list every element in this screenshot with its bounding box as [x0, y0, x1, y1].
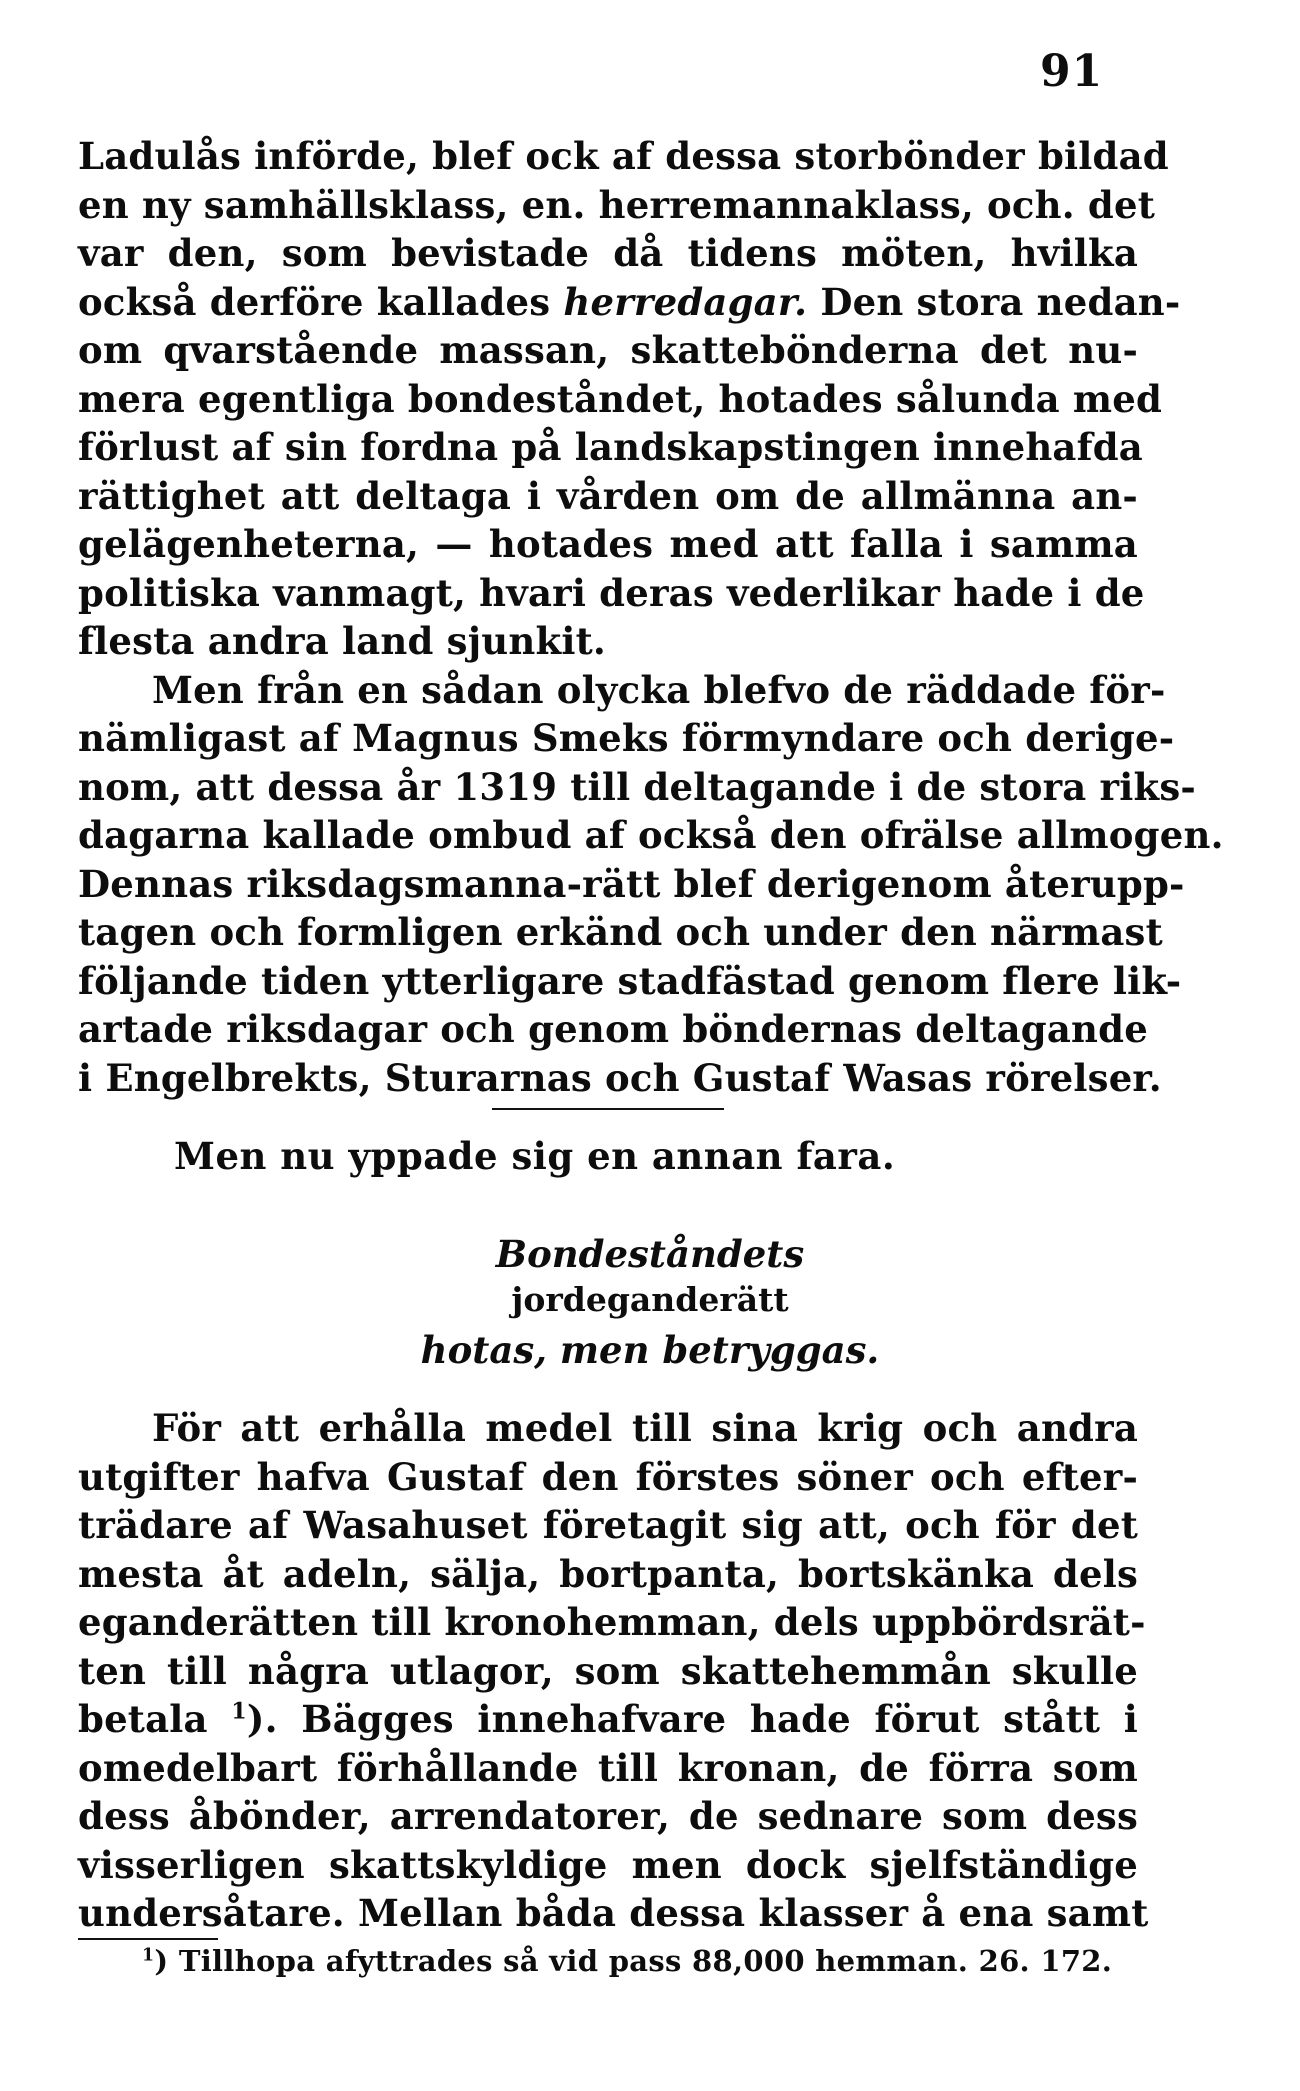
text-line: dagarna kallade ombud af också den ofrälse allmogen. — [78, 813, 1224, 857]
text-line: var den, som bevistade då tidens möten, hvilka — [78, 231, 1138, 275]
text-line: utgifter hafva Gustaf den förstes söner och efter- — [78, 1454, 1138, 1499]
text-line: rättighet att deltaga i vården om de allmänna an- — [78, 473, 1138, 518]
text-line: undersåtare. Mellan båda dessa klasser å ena samt — [78, 1891, 1149, 1935]
text-line: artade riksdagar och genom böndernas deltagande — [78, 1007, 1148, 1051]
section-remark: Men nu yppade sig en annan fara. — [174, 1134, 896, 1178]
text-line: ten till några utlagor, som skattehemmån skulle — [78, 1648, 1138, 1693]
text-line-with-footnote-ref — [78, 1695, 1138, 1744]
text-line: flesta andra land sjunkit. — [78, 619, 606, 663]
paragraph-3 — [78, 1404, 1149, 1938]
text-segment: Bägges innehafvare hade förut stått i — [301, 1697, 1138, 1741]
side-heading-line-1: Bondeståndets — [495, 1232, 805, 1276]
footnote-marker: 1 — [142, 1945, 155, 1966]
text-line: om qvarstående massan, skattebönderna det nu- — [78, 328, 1138, 372]
italic-term-herredagar: herredagar. — [563, 279, 808, 324]
text-line: omedelbart förhållande till kronan, de förra som — [78, 1745, 1138, 1790]
text-line: förlust af sin fordna på landskapstingen innehafda — [78, 425, 1143, 469]
text-line: trädare af Wasahuset företagit sig att, och för det — [78, 1503, 1138, 1547]
text-line: visserligen skattskyldige men dock sjelfständige — [78, 1842, 1138, 1887]
text-line: Ladulås införde, blef ock af dessa storbönder bildad — [78, 134, 1169, 178]
text-line: i Engelbrekts, Sturarnas och Gustaf Wasas rörelser. — [78, 1055, 1162, 1100]
text-line: nämligast af Magnus Smeks förmyndare och derige- — [78, 716, 1175, 760]
footnote-text: ) Tillhopa afyttrades så vid pass 88,000 hemman. 26. 172. — [154, 1944, 1113, 1978]
text-line: tagen och formligen erkänd och under den närmast — [78, 910, 1163, 954]
text-line: mera egentliga bondeståndet, hotades sålunda med — [78, 376, 1163, 421]
text-segment: ). — [246, 1697, 278, 1741]
side-heading-line-2: jordeganderätt — [511, 1280, 789, 1319]
footnote-rule — [78, 1938, 218, 1940]
text-segment: betala — [78, 1697, 208, 1741]
text-line: mesta åt adeln, sälja, bortpanta, bortskänka dels — [78, 1551, 1138, 1596]
text-line: en ny samhällsklass, en. herremannaklass, och. det — [78, 182, 1156, 227]
text-line: följande tiden ytterligare stadfästad genom flere lik- — [78, 958, 1182, 1003]
page-number: 91 — [1040, 46, 1104, 97]
text-line: politiska vanmagt, hvari deras vederlikar hade i de — [78, 570, 1145, 615]
text-segment: Den stora nedan- — [820, 279, 1181, 324]
text-line: Dennas riksdagsmanna-rätt blef derigenom återupp- — [78, 861, 1185, 906]
footnote — [142, 1944, 1112, 1978]
text-line: gelägenheterna, — hotades med att falla i samma — [78, 522, 1138, 566]
text-line: nom, att dessa år 1319 till deltagande i de stora riks- — [78, 764, 1196, 809]
text-line-with-italic — [78, 278, 1181, 327]
text-line: Men från en sådan olycka blefvo de räddade för- — [152, 667, 1166, 712]
text-line: dess åbönder, arrendatorer, de sednare som dess — [78, 1794, 1138, 1838]
section-divider — [492, 1108, 724, 1110]
footnote-reference: 1 — [231, 1698, 247, 1725]
text-line: eganderätten till kronohemman, dels uppbördsrät- — [78, 1600, 1146, 1644]
side-heading-line-3: hotas, men betryggas. — [420, 1328, 880, 1372]
text-line: För att erhålla medel till sina krig och andra — [152, 1406, 1138, 1450]
paragraph-1 — [78, 132, 1224, 1102]
text-segment: också derföre kallades — [78, 279, 551, 324]
